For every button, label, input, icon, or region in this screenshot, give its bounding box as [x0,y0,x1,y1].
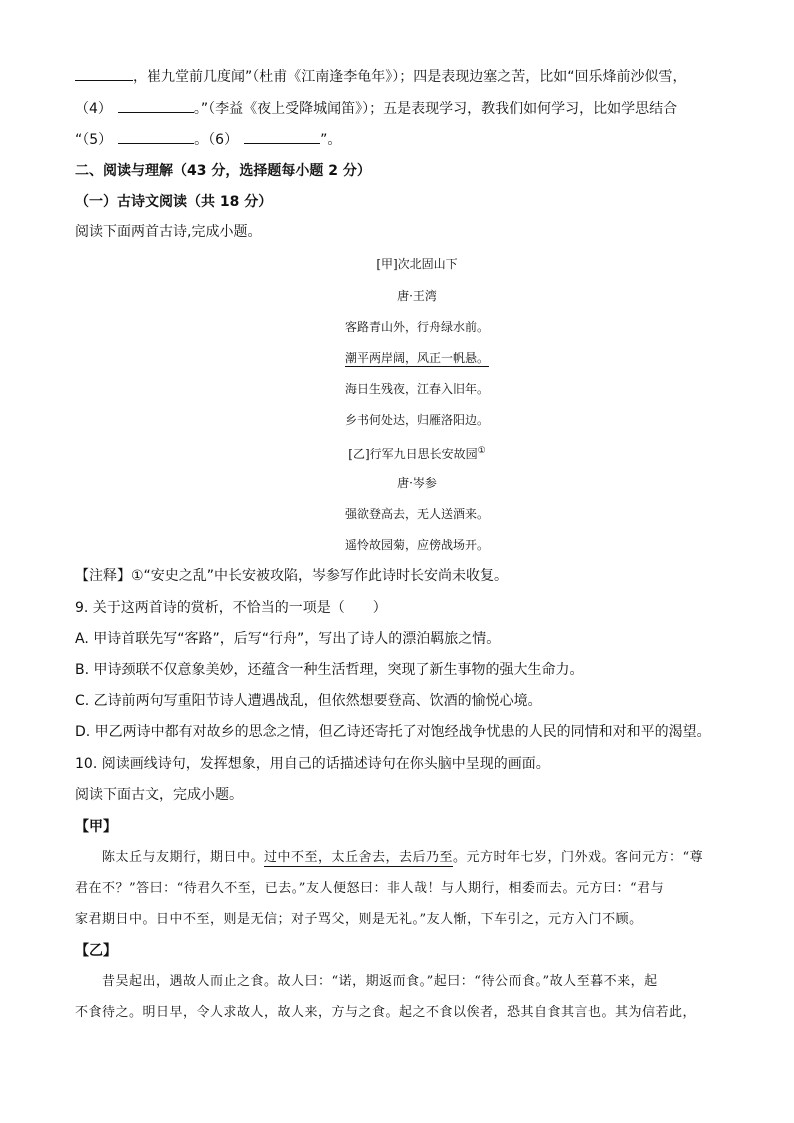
passage-b-label: 【乙】 [75,943,117,959]
question-9-option-b[interactable]: B. 甲诗颈联不仅意象美妙，还蕴含一种生活哲理，突现了新生事物的强大生命力。 [75,662,584,678]
poem-a-title: [甲]次北固山下 [376,257,458,271]
question-9-option-d[interactable]: D. 甲乙两诗中都有对故乡的思念之情，但乙诗还寄托了对饱经战争忧患的人民的同情和对和平的渴望。 [75,724,711,740]
answer-blank-3[interactable] [75,66,133,81]
answer-blank-5[interactable] [118,129,194,144]
passage-b-line-1: 昔吴起出，遇故人而止之食。故人曰：“诺，期返而食。”起曰：“待公而食。”故人至暮不来，起 [102,974,658,989]
poem-a-author: 唐·王湾 [397,289,437,303]
answer-blank-6[interactable] [244,129,320,144]
section-heading: 二、阅读与理解（43 分，选择题每小题 2 分） [75,163,371,179]
question-9-stem: 9. 关于这两首诗的赏析，不恰当的一项是（ ） [75,600,387,616]
subsection-heading: （一）古诗文阅读（共 18 分） [75,194,273,210]
underlined-phrase: 过中不至，太丘舍去，去后乃至 [264,850,454,865]
question-9-option-c[interactable]: C. 乙诗前两句写重阳节诗人遭遇战乱，但依然想要登高、饮酒的愉悦心境。 [75,693,542,709]
instruction-poems: 阅读下面两首古诗,完成小题。 [75,224,262,240]
question-9-option-a[interactable]: A. 甲诗首联先写“客路”，后写“行舟”，写出了诗人的漂泊羁旅之情。 [75,631,501,647]
passage-a-line-2: 君在不？”答曰：“待君久不至，已去。”友人便怒曰：非人哉！与人期行，相委而去。元方曰：“君与 [75,881,665,896]
poem-b-author: 唐·岑参 [397,476,437,490]
passage-b-line-2: 不食待之。明日早，令人求故人，故人来，方与之食。起之不食以俟者，恐其自食其言也。其为信若此， [75,1005,697,1020]
passage-a-line-1: 陈太丘与友期行，期日中。过中不至，太丘舍去，去后乃至。元方时年七岁，门外戏。客问元方：“尊 [102,850,704,865]
passage-a-label: 【甲】 [75,819,117,835]
poem-a-line: 海日生残夜，江春入旧年。 [344,382,489,396]
answer-blank-4[interactable] [118,98,194,113]
annotation: 【注释】①“安史之乱”中长安被攻陷，岑参写作此诗时长安尚未收复。 [75,568,509,584]
poem-b-line: 遥怜故园菊，应傍战场开。 [344,538,489,552]
poem-a-line: 乡书何处达，归雁洛阳边。 [344,413,489,427]
poem-b-title: [乙]行军九日思长安故园① [348,446,486,461]
passage-a-line-3: 家君期日中。日中不至，则是无信；对子骂父，则是无礼。”友人惭，下车引之，元方入门不顾。 [75,912,643,927]
question-10: 10. 阅读画线诗句，发挥想象，用自己的话描述诗句在你头脑中呈现的画面。 [75,756,550,772]
fill-line-2: （4） 。”（李益《夜上受降城闻笛》）；五是表现学习，教我们如何学习，比如学思结合 [75,98,677,119]
poem-b-line: 强欲登高去，无人送酒来。 [344,507,489,521]
poem-a-line-underlined: 潮平两岸阔，风正一帆悬。 [344,351,489,365]
fill-line-3: “（5） 。（6） ”。 [75,129,341,150]
fill-line-1: ，崔九堂前几度闻”（杜甫《江南逢李龟年》）；四是表现边塞之苦，比如“回乐烽前沙似雪， [75,66,687,87]
footnote-mark: ① [477,446,486,456]
instruction-prose: 阅读下面古文，完成小题。 [75,787,243,803]
poem-a-line: 客路青山外，行舟绿水前。 [344,320,489,334]
